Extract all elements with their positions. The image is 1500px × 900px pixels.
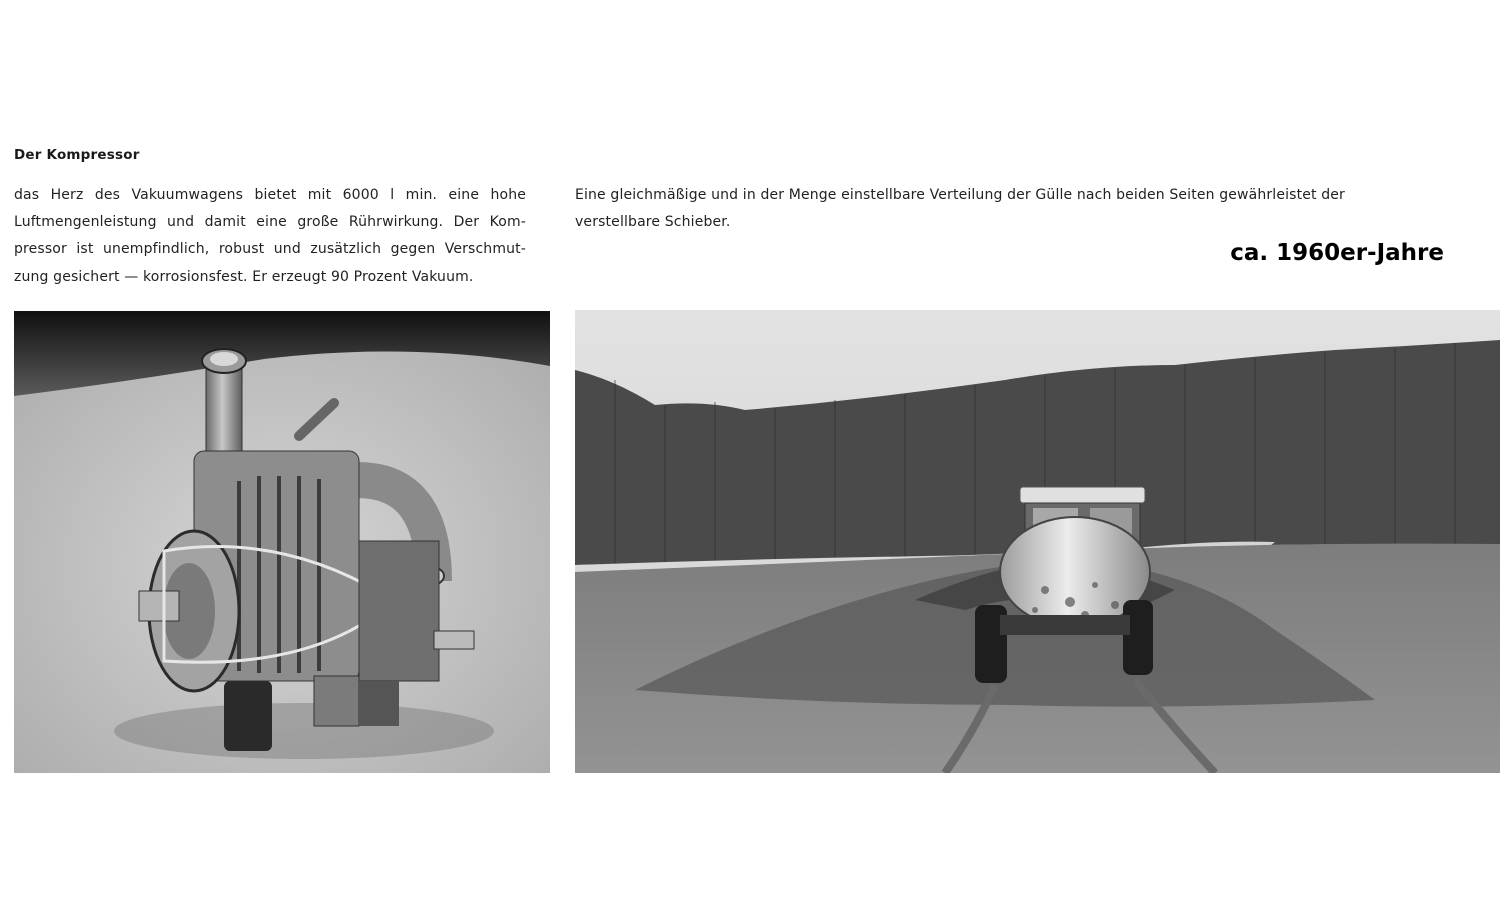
- compressor-illustration: [14, 311, 550, 773]
- compressor-text-line-2: Luftmengenleistung und damit eine große Rührwirkung. Der Kom-: [14, 214, 526, 231]
- tractor-field-illustration: [575, 310, 1500, 773]
- tractor-photo: [575, 310, 1500, 773]
- date-stamp: ca. 1960er-Jahre: [1230, 240, 1444, 266]
- spreader-description: [575, 182, 1455, 236]
- compressor-description: [14, 182, 526, 291]
- spreader-text-line-1: Eine gleichmäßige und in der Menge einstellbare Verteilung der Gülle nach beiden Seiten gewährleistet der: [575, 187, 1345, 203]
- compressor-text-line-1: das Herz des Vakuumwagens bietet mit 6000 l min. eine hohe: [14, 187, 526, 203]
- compressor-text-line-3: pressor ist unempfindlich, robust und zusätzlich gegen Verschmut-: [14, 241, 526, 258]
- compressor-photo: [14, 311, 550, 773]
- spreader-text-line-2: verstellbare Schieber.: [575, 214, 731, 231]
- section-heading: Der Kompressor: [14, 147, 140, 163]
- compressor-text-line-4: zung gesichert — korrosionsfest. Er erzeugt 90 Prozent Vakuum.: [14, 268, 474, 285]
